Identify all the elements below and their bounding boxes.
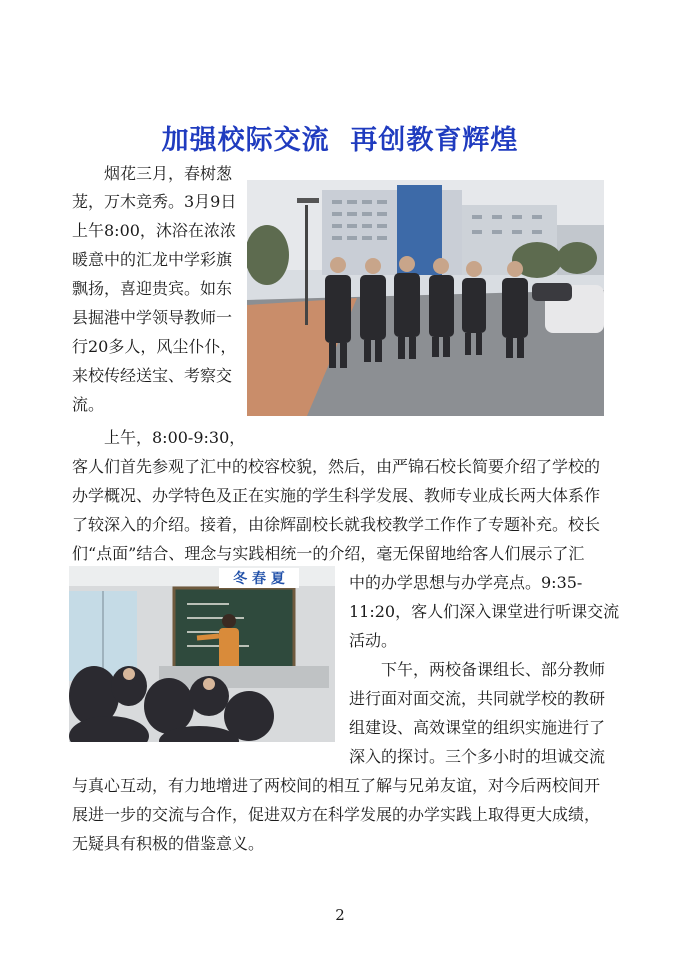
text-line: 进行面对面交流，共同就学校的教研 [349, 689, 606, 708]
text-line: 组建设、高效课堂的组织实施进行了 [349, 718, 606, 737]
article-title: 加强校际交流 再创教育辉煌 [161, 125, 519, 156]
text-line: 深入的探讨。三个多小时的坦诚交流 [349, 747, 606, 766]
text-line: 活动。 [349, 631, 398, 650]
text-line: 客人们首先参观了汇中的校容校貌，然后，由严锦石校长简要介绍了学校的 [72, 457, 601, 476]
text-line: 行20多人，风尘仆仆， [72, 337, 237, 356]
text-line: 来校传经送宝、考察交 [72, 366, 233, 385]
campus-visit-illustration [247, 180, 604, 416]
text-line: 暖意中的汇龙中学彩旗 [72, 250, 233, 269]
text-line: 与真心互动，有力地增进了两校间的相互了解与兄弟友谊，对今后两校间开 [72, 776, 601, 795]
classroom-banner: 冬 春 夏 [233, 571, 285, 587]
text-line: 中的办学思想与办学亮点。9:35- [349, 573, 583, 592]
classroom-photo [69, 566, 335, 742]
text-line: 展进一步的交流与合作，促进双方在科学发展的办学实践上取得更大成绩， [72, 805, 601, 824]
page-number: 2 [335, 906, 345, 924]
text-line: 上午，8:00-9:30， [104, 428, 246, 447]
text-line: 下午，两校备课组长、部分教师 [381, 660, 606, 679]
text-line: 流。 [72, 395, 105, 414]
classroom-illustration [69, 566, 335, 742]
text-line: 县掘港中学领导教师一 [72, 308, 233, 327]
text-line: 办学概况、办学特色及正在实施的学生科学发展、教师专业成长两大体系作 [72, 486, 601, 505]
text-line: 们“点面”结合、理念与实践相统一的介绍，毫无保留地给客人们展示了汇 [72, 544, 585, 563]
text-line: 飘扬，喜迎贵宾。如东 [72, 279, 233, 298]
text-line: 11:20，客人们深入课堂进行听课交流 [349, 602, 620, 621]
text-line: 了较深入的介绍。接着，由徐辉副校长就我校教学工作作了专题补充。校长 [72, 515, 601, 534]
campus-visit-photo [247, 180, 604, 416]
text-line: 上午8:00，沐浴在浓浓 [72, 221, 236, 240]
text-line: 烟花三月，春树葱 [104, 164, 233, 183]
text-line: 茏，万木竞秀。3月9日 [72, 192, 237, 211]
text-line: 无疑具有积极的借鉴意义。 [72, 834, 265, 853]
